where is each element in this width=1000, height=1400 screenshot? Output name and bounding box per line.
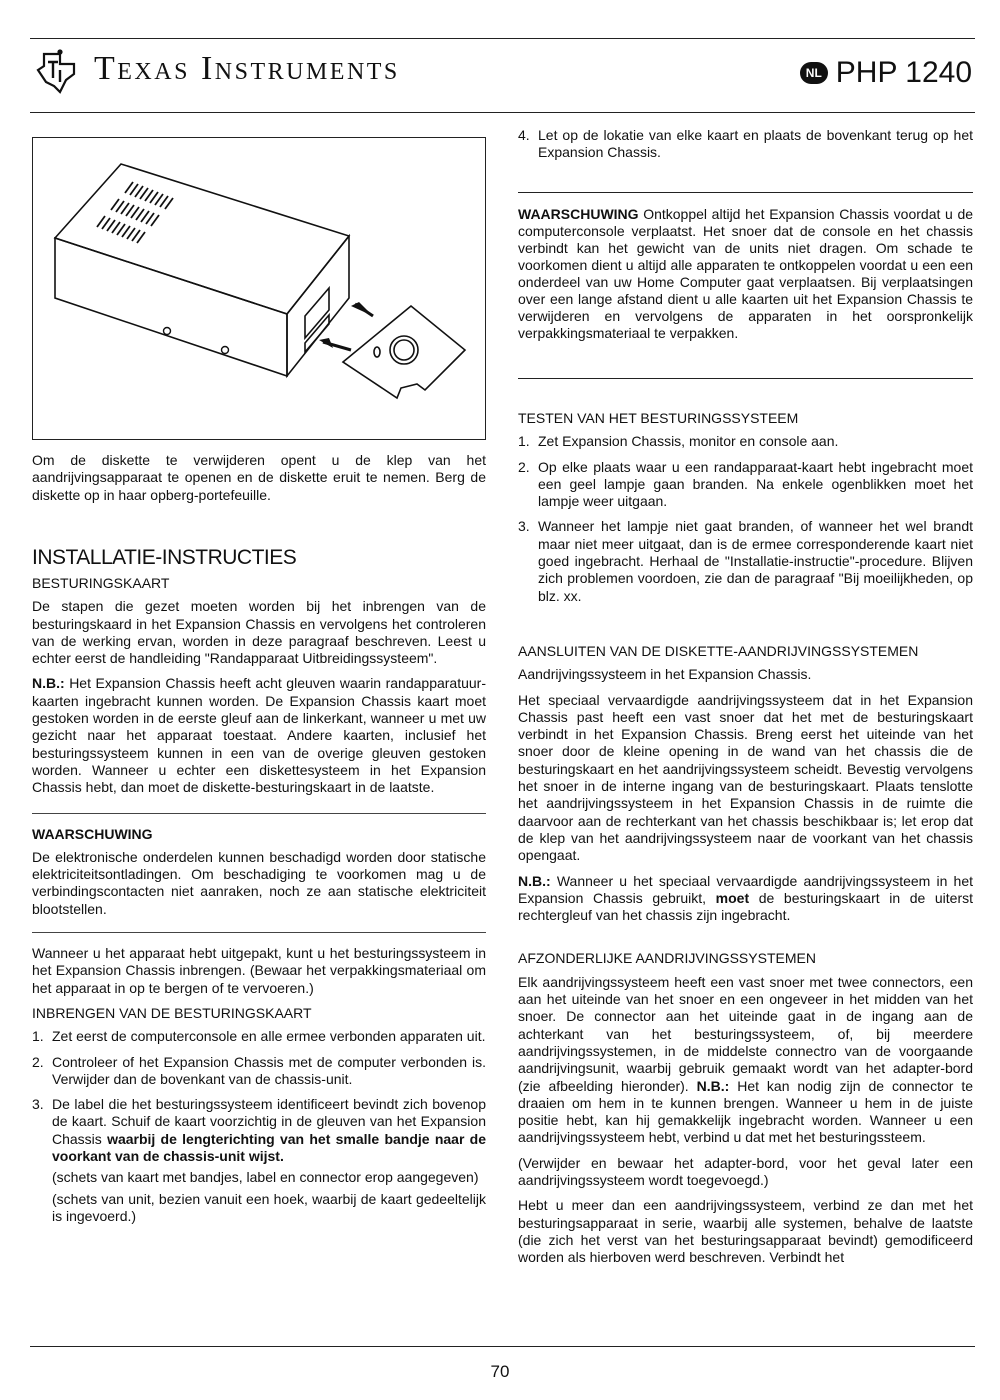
afzonderlijke-paragraph-2: (Verwijder en bewaar het adapter-bord, voor het geval later een aandrijvingssysteem wordt toegevoegd.) (518, 1154, 973, 1188)
besturing-paragraph: De stapen die gezet moeten worden bij het inbrengen van de besturingskaard in het Expansion Chassis en vervolgens het controleren van de werking ervan, worden in deze paragraaf beschreven. Leest u echter eerst de handleiding "Randapparaat Uitbreidingssysteem". (32, 598, 486, 667)
warning-right: WAARSCHUWING Ontkoppel altijd het Expansion Chassis voordat u de computerconsole verplaatst. Het snoer dat de console en het chassis verbindt kan het gewicht van de units niet dragen. Om schade te voorkomen dient u altijd alle apparaten te ontkoppelen voordat u een een onderdeel van uw Home Computer gaat verplaatsen. Bij verplaatsingen over een lange afstand dient u alle kaarten uit het Expansion Chassis te verwijderen en vervolgens de apparaten in het oorspronkelijk verpakkingsmateriaal te verpakken. (518, 206, 974, 341)
header-rule (30, 112, 975, 113)
list-item: 4. Let op de lokatie van elke kaart en plaats de bovenkant terug op het Expansion Chassis. (518, 127, 973, 161)
list-item: 1. Zet eerst de computerconsole en alle ermee verbonden apparaten uit. (32, 1028, 486, 1045)
right-column-top (518, 127, 973, 170)
nb-paragraph: N.B.: Het Expansion Chassis heeft acht gleuven waarin randapparatuur-kaarten ingebracht kunnen worden. De Expansion Chassis kaart moet gestoken worden in de eerste gleuf aan de linkerkant, wanneer u met uw gezicht naar het apparaat toestaat. Andere kaarten, inclusief het besturingssysteem kunnen in een van de overige gleuven gestoken worden. Wanneer u echter een diskettesysteem in het Expansion Chassis hebt, dan moet de diskette-besturingskaart in de laatste. (32, 675, 487, 796)
afzonderlijke-paragraph: Elk aandrijvingssysteem heeft een vast snoer met twee connectors, een aan het uiteinde van het snoer en een ongeveer in het midden van het snoer. De connector aan het uiteinde gaat in de ingang aan de achterkant van het besturingssysteem, of, bij meerdere aandrijvingssystemen, in de middelste connectro van de voorgaande aandrijvingsunit, waarbij gebruik gemaakt wordt van het adapter-bord (zie afbeelding hieronder). N.B.: Het kan nodig zijn de connector te draaien om hem in te kunnen brengen. Wanneer u hem in de juiste positie hebt, kan hij gemakkelijk ingebracht worden. Wanneer u een aandrijvingssysteem hebt, verbind u dat met het besturingssteem. (518, 973, 974, 1146)
list-item: 2. Op elke plaats waar u een randapparaat-kaart hebt ingebracht moet een geel lampje gaan branden. Na enkele ogenblikken moet het lampje weer uitgaan. (518, 458, 973, 510)
brand-name: Texas Instruments (94, 50, 400, 87)
language-badge: NL (800, 62, 828, 84)
aansluiten-heading: AANSLUITEN VAN DE DISKETTE-AANDRIJVINGSSYSTEMEN (518, 642, 919, 659)
list-item: 2. Controleer of het Expansion Chassis met de computer verbonden is. Verwijder dan de bovenkant van de chassis-unit. (32, 1053, 486, 1087)
install-heading: INSTALLATIE-INSTRUCTIES (32, 545, 297, 569)
warning-text: De elektronische onderdelen kunnen beschadigd worden door statische elektriciteitsontladingen. Om beschadiging te voorkomen mag u de verbindingscontacten niet aanraken, noch ze aan statische elektriciteit blootstellen. (32, 848, 486, 917)
model-number: PHP 1240 (835, 56, 972, 89)
list-item: 1. Zet Expansion Chassis, monitor en console aan. (518, 433, 839, 450)
chassis-illustration (32, 137, 486, 440)
afzonderlijke-heading: AFZONDERLIJKE AANDRIJVINGSSYSTEMEN (518, 950, 816, 967)
list-item: 3. De label die het besturingssysteem identificeert bevindt zich bovenop de kaart. Schuif de kaart voorzichtig in de gleuven van het Expansion Chassis waarbij de lengterichting van het smalle bandje naar de voorkant van de chassis-unit wijst. (schets van kaart met bandjes, label en connector erop aangegeven) (schets van unit, bezien vanuit een hoek, waarbij de kaart gedeeltelijk is ingevoerd.) (32, 1096, 486, 1224)
ti-logo-icon (30, 48, 82, 101)
list-item: 3. Wanneer het lampje niet gaat branden, of wanneer het wel brandt maar niet meer uitgaat, dan is de ermee corresponderende kaart niet goed ingebracht. Herhaal de "Installatie-instructie"-procedure. Blijven zich problemen voordoen, zie dan de paragraaf "Bij moeilijkheden, op blz. xx. (518, 518, 973, 604)
top-rule (30, 38, 975, 39)
besturing-heading: BESTURINGSKAART (32, 574, 170, 591)
warning-label: WAARSCHUWING (32, 825, 153, 842)
afzonderlijke-paragraph-3: Hebt u meer dan een aandrijvingssysteem, verbind ze dan met het besturingsapparaat in serie, waarbij alle systemen, behalve de laatste (die zich het verst van het besturingsapparaat bevindt) gemodificeerd worden als hierboven werd beschreven. Verbindt het (518, 1197, 973, 1266)
testen-heading: TESTEN VAN HET BESTURINGSSYSTEEM (518, 410, 799, 426)
page-number: 70 (490, 1362, 510, 1381)
warning-box (32, 813, 486, 933)
warning-top-rule (518, 192, 973, 193)
aansluiten-sub: Aandrijvingssysteem in het Expansion Chassis. (518, 666, 812, 683)
warning-bottom-rule (518, 378, 973, 379)
inbrengen-heading: INBRENGEN VAN DE BESTURINGSKAART (32, 1004, 312, 1021)
right-column-main (518, 410, 973, 1274)
model-header (800, 58, 972, 88)
nb-paragraph: N.B.: Wanneer u het speciaal vervaardigde aandrijvingssysteem in het Expansion Chassis gebruikt, moet de besturingskaart in de uiterst rechtergleuf van het chassis zijn ingebracht. (518, 872, 974, 924)
illustration-caption: Om de diskette te verwijderen opent u de klep van het aandrijvingsapparaat te openen en de diskette eruit te nemen. Berg de diskette op in haar opberg-portefeuille. (32, 452, 486, 503)
unpack-paragraph: Wanneer u het apparaat hebt uitgepakt, kunt u het besturingssysteem in het Expansion Chassis inbrengen. (Bewaar het verpakkingsmateriaal om het apparaat in op te bergen of te vervoeren.) (32, 945, 486, 996)
left-column (32, 452, 486, 1233)
aansluiten-paragraph: Het speciaal vervaardigde aandrijvingssysteem dat in het Expansion Chassis past heeft een vast snoer dat het met de besturingskaart verbindt in het Expansion Chassis. Breng eerst het uiteinde van het snoer door de kleine opening in de wand van het chassis die de besturingskaart en het aandrijvingssysteem scheidt. Bevestig vervolgens het snoer in de interne ingang van de besturingskaart. Plaats tenslotte het aandrijvingssysteem in het Expansion Chassis in de ruimte die daarvoor aan de rechterkant van het chassis beschikbaar is; let erop dat de klep van het aandrijvingssysteem naar de voorkant van het chassis opengaat. (518, 691, 973, 864)
footer-rule (30, 1346, 975, 1347)
